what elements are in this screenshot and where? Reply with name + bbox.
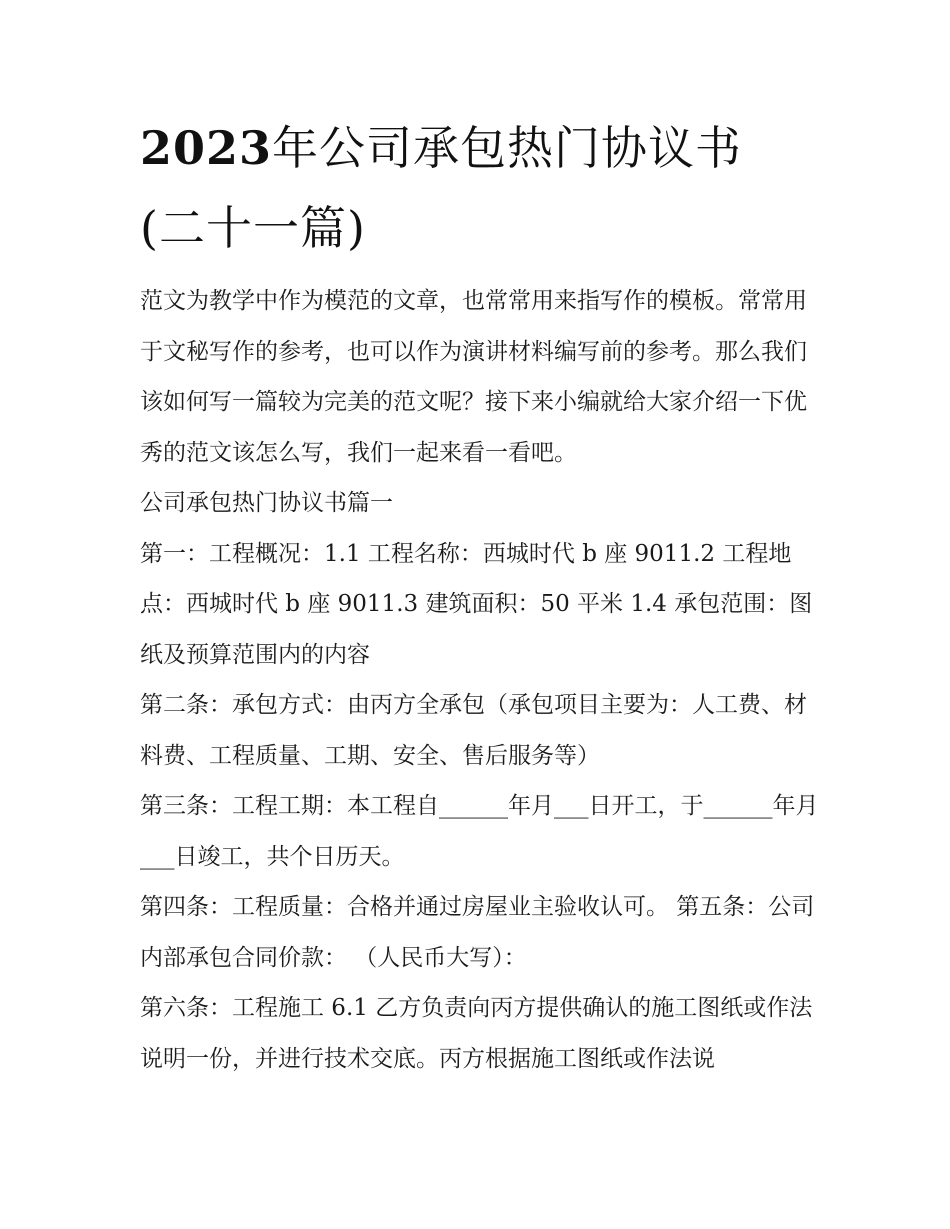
title-text: 年公司承包热门协议书 <box>272 121 743 175</box>
intro-paragraph: 范文为教学中作为模范的文章，也常常用来指写作的模板。常常用于文秘写作的参考，也可以作为演讲材料编写前的参考。那么我们该如何写一篇较为完美的范文呢？接下来小编就给大家介绍一下优秀的范文该怎么写，我们一起来看一看吧。 <box>140 288 807 466</box>
title-year: 2023 <box>140 121 273 175</box>
document-title <box>140 108 820 268</box>
section-heading: 公司承包热门协议书篇一 <box>140 490 393 516</box>
title-subtitle: (二十一篇) <box>140 201 366 255</box>
article-three: 第三条：工程工期：本工程自______年月___日开工，于______年月___日竣工，共个日历天。 <box>140 793 819 870</box>
article-six: 第六条：工程施工 6.1 乙方负责向丙方提供确认的施工图纸或作法说明一份，并进行技术交底。丙方根据施工图纸或作法说 <box>140 995 813 1072</box>
document-body <box>140 276 820 1084</box>
article-four-five: 第四条：工程质量：合格并通过房屋业主验收认可。 第五条：公司内部承包合同价款： （人民币大写）： <box>140 894 815 971</box>
article-two: 第二条：承包方式：由丙方全承包（承包项目主要为：人工费、材料费、工程质量、工期、安全、售后服务等） <box>140 692 807 769</box>
document-content <box>140 108 820 1084</box>
article-one: 第一：工程概况：1.1 工程名称：西城时代 b 座 9011.2 工程地点：西城时代 b 座 9011.3 建筑面积：50 平米 1.4 承包范围：图纸及预算范围内的内容 <box>140 540 813 668</box>
